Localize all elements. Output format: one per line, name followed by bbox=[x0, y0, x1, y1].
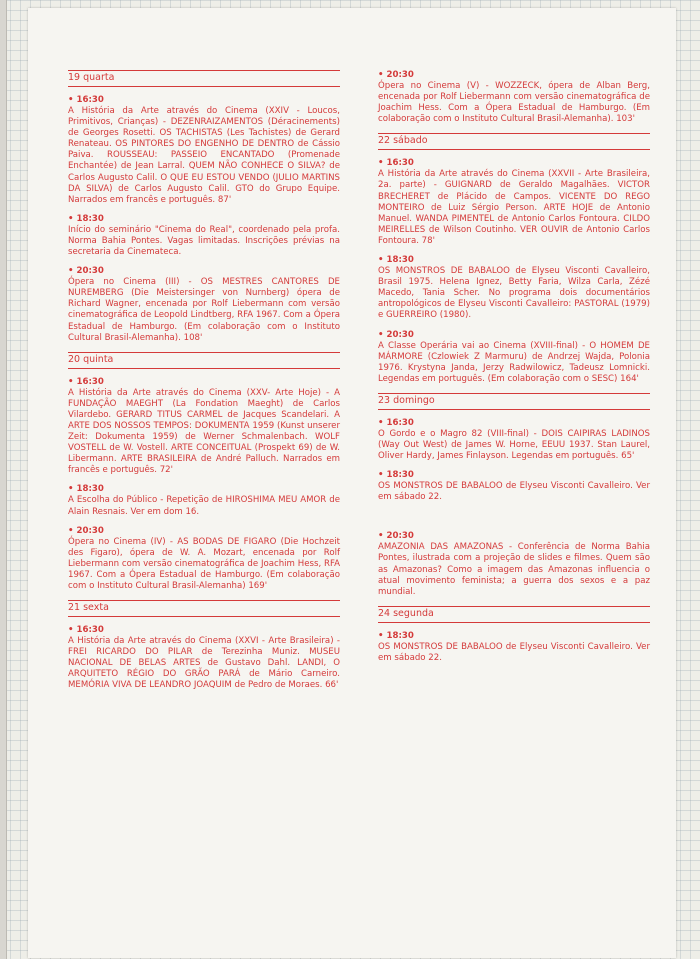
event-time: • 16:30 bbox=[68, 377, 340, 388]
event-description: A História da Arte através do Cinema (XXVI - Arte Brasileira) - FREI RICARDO DO PILAR de Terezinha Muniz. MUSEU NACIONAL DE BELAS ARTES de Gustavo Dahl. LANDI, O ARQUITETO RÉGIO DO GRÃO PARÁ de Mário Carneiro. MEMÓRIA VIVA DE LEANDRO JOAQUIM de Pedro de Moraes. 66' bbox=[68, 636, 340, 691]
event-description: A Classe Operária vai ao Cinema (XVIII-final) - O HOMEM DE MÁRMORE (Czlowiek Z Marmuru) de Andrzej Wajda, Polonia 1976. Krystyna Janda, Jerzy Radwilowicz, Tadeusz Lomnicki. Legendas em português. (Em colaboração com o SESC) 164' bbox=[378, 340, 650, 384]
event-20-1830 bbox=[68, 484, 340, 517]
event-time: • 18:30 bbox=[68, 214, 340, 225]
right-column bbox=[378, 64, 650, 672]
event-description: A Escolha do Público - Repetição de HIROSHIMA MEU AMOR de Alain Resnais. Ver em dom 16. bbox=[68, 495, 340, 517]
event-22-2030 bbox=[378, 330, 650, 385]
event-23-2030 bbox=[378, 531, 650, 597]
event-24-1830 bbox=[378, 631, 650, 664]
event-description: O Gordo e o Magro 82 (VIII-final) - DOIS CAIPIRAS LADINOS (Way Out West) de James W. Horne, EEUU 1937. Stan Laurel, Oliver Hardy, James Finlayson. Legendas em português. 65' bbox=[378, 428, 650, 462]
event-time: • 16:30 bbox=[378, 418, 650, 429]
event-time: • 16:30 bbox=[378, 158, 650, 169]
event-time: • 16:30 bbox=[68, 95, 340, 106]
event-description: OS MONSTROS DE BABALOO de Elyseu Visconti Cavalleiro. Ver em sábado 22. bbox=[378, 481, 650, 503]
day-header-20-quinta: 20 quinta bbox=[68, 353, 340, 369]
event-19-2030 bbox=[68, 266, 340, 344]
day-header-21-sexta: 21 sexta bbox=[68, 601, 340, 617]
event-21-2030 bbox=[378, 70, 650, 125]
event-time: • 18:30 bbox=[378, 255, 650, 266]
event-description: Ópera no Cinema (V) - WOZZECK, ópera de Alban Berg, encenada por Rolf Liebermann com versão cinematográfica de Joachim Hess. Com a Ópera Estadual de Hamburgo. (Em colaboração com o Instituto Cultural Brasil-Alemanha). 103' bbox=[378, 81, 650, 125]
event-description: A História da Arte através do Cinema (XXV- Arte Hoje) - A FUNDAÇÃO MAEGHT (La Fondation Maeght) de Carlos Vilardebo. GERARD TITUS CARMEL de Jacques Scandelari. A ARTE DOS NOSSOS TEMPOS: DOKUMENTA 1959 (Kunst unserer Zeit: Dokumenta 1959) de Werner Schmalenbach. WOLF VOSTELL de W. Vostell. ARTE CONCEITUAL (Prospekt 69) de W. Libermann. ARTE BRASILEIRA de André Palluch. Narrados em francês e português. 72' bbox=[68, 387, 340, 476]
event-time: • 18:30 bbox=[378, 631, 650, 642]
event-time: • 18:30 bbox=[378, 470, 650, 481]
event-description: A História da Arte através do Cinema (XXVII - Arte Brasileira, 2a. parte) - GUIGNARD de Geraldo Magalhães. VICTOR BRECHERET de Plácido de Campos. VICENTE DO REGO MONTEIRO de Luiz Sérgio Person. ARTE HOJE de Antonio Manuel. WANDA PIMENTEL de Antonio Carlos Fontoura. CILDO MEIRELLES de Wilson Coutinho. VER OUVIR de Antonio Carlos Fontoura. 78' bbox=[378, 169, 650, 246]
event-20-2030 bbox=[68, 526, 340, 592]
event-description: OS MONSTROS DE BABALOO de Elyseu Visconti Cavalleiro. Ver em sábado 22. bbox=[378, 641, 650, 663]
event-23-1630 bbox=[378, 418, 650, 462]
day-header-24-segunda: 24 segunda bbox=[378, 607, 650, 623]
day-header-22-sabado: 22 sábado bbox=[378, 134, 650, 150]
event-23-1830 bbox=[378, 470, 650, 503]
event-description: AMAZONIA DAS AMAZONAS - Conferência de Norma Bahia Pontes, ilustrada com a projeção de slides e filmes. Quem são as Amazonas? Como a imagem das Amazonas influencia o atual movimento feminista; a guerra dos sexos e a paz mundial. bbox=[378, 542, 650, 597]
day-header-23-domingo: 23 domingo bbox=[378, 394, 650, 410]
event-22-1630 bbox=[378, 158, 650, 247]
event-description: A História da Arte através do Cinema (XXIV - Loucos, Primitivos, Crianças) - DEZENRAIZAMENTOS (Déracinements) de Georges Rosetti. OS TACHISTAS (Les Tachistes) de Gerard Renateau. OS PINTORES DO ENGENHO DE DENTRO de Cássio Paiva. ROUSSEAU: PASSEIO ENCANTADO (Promenade Enchantée) de Jean Larral. QUEM NÃO CONHECE O SILVA? de Carlos Augusto Calil. O QUE EU ESTOU VENDO (JULIO MARTINS DA SILVA) de Carlos Augusto Calil. GTO do Grupo Equipe. Narrados em francês e português. 87' bbox=[68, 106, 340, 205]
event-19-1630 bbox=[68, 95, 340, 206]
event-21-1630 bbox=[68, 625, 340, 691]
event-time: • 16:30 bbox=[68, 625, 340, 636]
event-20-1630 bbox=[68, 377, 340, 477]
event-time: • 20:30 bbox=[378, 330, 650, 341]
event-description: Ópera no Cinema (IV) - AS BODAS DE FIGARO (Die Hochzeit des Figaro), ópera de W. A. Mozart, encenada por Rolf Liebermann com versão cinematográfica de Joachim Hess, RFA 1967. Com a Ópera Estadual de Hamburgo. (Em colaboração com o Instituto Cultural Brasil-Alemanha) 169' bbox=[68, 536, 340, 591]
event-time: • 18:30 bbox=[68, 484, 340, 495]
event-time: • 20:30 bbox=[68, 526, 340, 537]
event-time: • 20:30 bbox=[378, 531, 650, 542]
event-time: • 20:30 bbox=[68, 266, 340, 277]
event-description: Ópera no Cinema (III) - OS MESTRES CANTORES DE NUREMBERG (Die Meistersinger von Nurnberg) ópera de Richard Wagner, encenada por Rolf Liebermann com versão cinematográfica de Leopold Lindtberg, RFA 1967. Com a Ópera Estadual de Hamburgo. (Em colaboração com o Instituto Cultural Brasil-Alemanha). 108' bbox=[68, 277, 340, 343]
event-time: • 20:30 bbox=[378, 70, 650, 81]
event-description: Início do seminário "Cinema do Real", coordenado pela profa. Norma Bahia Pontes. Vagas limitadas. Inscrições prévias na secretaria da Cinemateca. bbox=[68, 224, 340, 258]
event-description: OS MONSTROS DE BABALOO de Elyseu Visconti Cavalleiro, Brasil 1975. Helena Ignez, Betty Faria, Wilza Carla, Zézé Macedo, Tania Scher. No programa dois documentários antropológicos de Elyseu Visconti Cavalleiro: PASTORAL (1979) e GUERREIRO (1980). bbox=[378, 266, 650, 321]
day-header-19-quarta: 19 quarta bbox=[68, 71, 340, 87]
event-19-1830 bbox=[68, 214, 340, 258]
event-22-1830 bbox=[378, 255, 650, 321]
left-column bbox=[68, 64, 340, 700]
binding-edge bbox=[0, 0, 7, 959]
